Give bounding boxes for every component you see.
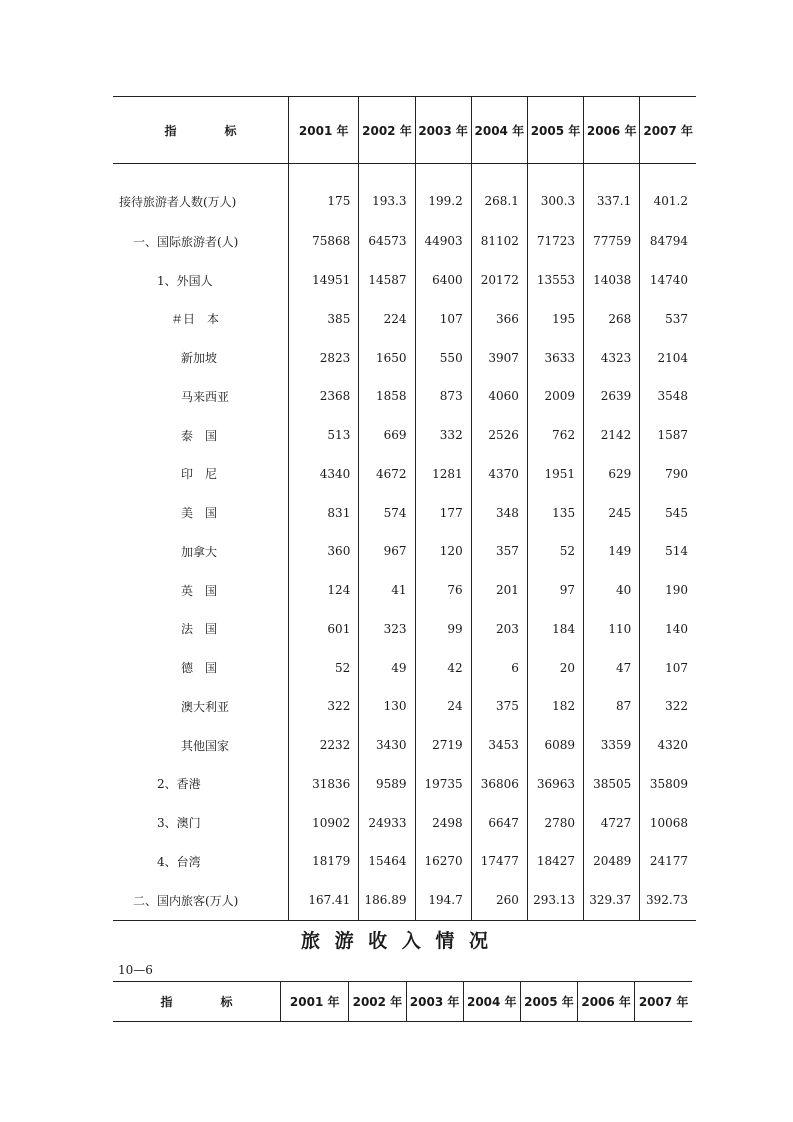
cell-value: 64573	[359, 222, 415, 261]
table-code: 10—6	[118, 963, 153, 977]
cell-value: 175	[289, 164, 359, 223]
table-row	[113, 532, 696, 571]
cell-value: 332	[415, 416, 471, 455]
cell-value: 99	[415, 610, 471, 649]
cell-value: 120	[415, 532, 471, 571]
cell-value: 87	[584, 687, 640, 726]
cell-value: 97	[527, 571, 583, 610]
tourist-reception-table	[113, 96, 696, 921]
cell-value: 130	[359, 687, 415, 726]
cell-value: 268	[584, 300, 640, 339]
cell-value: 36806	[471, 765, 527, 804]
cell-value: 194.7	[415, 881, 471, 920]
table-row	[113, 803, 696, 842]
cell-value: 2104	[640, 338, 696, 377]
cell-value: 201	[471, 571, 527, 610]
cell-value: 4370	[471, 455, 527, 494]
year-header: 2005 年	[520, 982, 577, 1022]
cell-value: 20172	[471, 261, 527, 300]
cell-value: 35809	[640, 765, 696, 804]
cell-value: 41	[359, 571, 415, 610]
table-header-row	[113, 982, 692, 1022]
cell-value: 629	[584, 455, 640, 494]
cell-value: 75868	[289, 222, 359, 261]
cell-value: 107	[415, 300, 471, 339]
cell-value: 40	[584, 571, 640, 610]
table-row	[113, 338, 696, 377]
cell-value: 322	[289, 687, 359, 726]
indicator-header: 指 标	[113, 97, 289, 164]
cell-value: 140	[640, 610, 696, 649]
cell-value: 10902	[289, 803, 359, 842]
row-label: 泰 国	[181, 428, 218, 443]
indicator-header: 指 标	[160, 995, 233, 1009]
cell-value: 3453	[471, 726, 527, 765]
cell-value: 873	[415, 377, 471, 416]
cell-value: 3430	[359, 726, 415, 765]
year-header: 2004 年	[471, 97, 527, 164]
row-label: 英 国	[181, 583, 218, 598]
row-label: 一、国际旅游者(人)	[133, 234, 239, 249]
table-row	[113, 455, 696, 494]
row-label: 3、澳门	[157, 816, 201, 831]
cell-value: 513	[289, 416, 359, 455]
cell-value: 245	[584, 493, 640, 532]
cell-value: 337.1	[584, 164, 640, 223]
cell-value: 322	[640, 687, 696, 726]
cell-value: 3548	[640, 377, 696, 416]
section-title: 旅 游 收 入 情 况	[300, 930, 493, 952]
cell-value: 19735	[415, 765, 471, 804]
cell-value: 545	[640, 493, 696, 532]
cell-value: 224	[359, 300, 415, 339]
row-label: 新加坡	[181, 351, 218, 366]
cell-value: 71723	[527, 222, 583, 261]
cell-value: 360	[289, 532, 359, 571]
cell-value: 2368	[289, 377, 359, 416]
cell-value: 268.1	[471, 164, 527, 223]
cell-value: 2009	[527, 377, 583, 416]
year-header: 2006 年	[584, 97, 640, 164]
cell-value: 669	[359, 416, 415, 455]
cell-value: 36963	[527, 765, 583, 804]
cell-value: 790	[640, 455, 696, 494]
cell-value: 4727	[584, 803, 640, 842]
cell-value: 18179	[289, 842, 359, 881]
cell-value: 13553	[527, 261, 583, 300]
table-row	[113, 765, 696, 804]
cell-value: 4060	[471, 377, 527, 416]
cell-value: 3907	[471, 338, 527, 377]
cell-value: 110	[584, 610, 640, 649]
cell-value: 14038	[584, 261, 640, 300]
cell-value: 16270	[415, 842, 471, 881]
cell-value: 375	[471, 687, 527, 726]
cell-value: 1858	[359, 377, 415, 416]
year-header: 2001 年	[289, 97, 359, 164]
cell-value: 10068	[640, 803, 696, 842]
cell-value: 44903	[415, 222, 471, 261]
cell-value: 177	[415, 493, 471, 532]
cell-value: 107	[640, 648, 696, 687]
row-label: 接待旅游者人数(万人)	[119, 194, 237, 209]
cell-value: 3359	[584, 726, 640, 765]
cell-value: 2232	[289, 726, 359, 765]
cell-value: 6647	[471, 803, 527, 842]
cell-value: 167.41	[289, 881, 359, 920]
cell-value: 193.3	[359, 164, 415, 223]
cell-value: 6400	[415, 261, 471, 300]
year-header: 2007 年	[635, 982, 692, 1022]
table-row	[113, 493, 696, 532]
cell-value: 182	[527, 687, 583, 726]
table-row	[113, 842, 696, 881]
cell-value: 260	[471, 881, 527, 920]
cell-value: 4672	[359, 455, 415, 494]
cell-value: 967	[359, 532, 415, 571]
row-label: 2、香港	[157, 777, 201, 792]
cell-value: 20489	[584, 842, 640, 881]
row-label: 马来西亚	[181, 389, 230, 404]
year-header: 2002 年	[359, 97, 415, 164]
cell-value: 4340	[289, 455, 359, 494]
year-header: 2003 年	[406, 982, 463, 1022]
cell-value: 293.13	[527, 881, 583, 920]
row-label: 二、国内旅客(万人)	[133, 893, 239, 908]
cell-value: 42	[415, 648, 471, 687]
cell-value: 3633	[527, 338, 583, 377]
cell-value: 4323	[584, 338, 640, 377]
year-header: 2004 年	[463, 982, 520, 1022]
cell-value: 2526	[471, 416, 527, 455]
cell-value: 2639	[584, 377, 640, 416]
table-row	[113, 687, 696, 726]
row-label: 印 尼	[181, 467, 218, 482]
cell-value: 2142	[584, 416, 640, 455]
cell-value: 186.89	[359, 881, 415, 920]
cell-value: 52	[527, 532, 583, 571]
cell-value: 14951	[289, 261, 359, 300]
cell-value: 1650	[359, 338, 415, 377]
table-row	[113, 571, 696, 610]
cell-value: 1281	[415, 455, 471, 494]
table-row	[113, 416, 696, 455]
cell-value: 385	[289, 300, 359, 339]
year-header: 2005 年	[527, 97, 583, 164]
cell-value: 1951	[527, 455, 583, 494]
cell-value: 2498	[415, 803, 471, 842]
row-label: ＃日 本	[171, 312, 220, 327]
row-label: 4、台湾	[157, 854, 201, 869]
cell-value: 2780	[527, 803, 583, 842]
row-label: 1、外国人	[157, 273, 213, 288]
cell-value: 77759	[584, 222, 640, 261]
cell-value: 550	[415, 338, 471, 377]
cell-value: 601	[289, 610, 359, 649]
year-header: 2003 年	[415, 97, 471, 164]
cell-value: 31836	[289, 765, 359, 804]
cell-value: 149	[584, 532, 640, 571]
cell-value: 4320	[640, 726, 696, 765]
cell-value: 135	[527, 493, 583, 532]
cell-value: 366	[471, 300, 527, 339]
cell-value: 6089	[527, 726, 583, 765]
cell-value: 537	[640, 300, 696, 339]
row-label: 美 国	[181, 506, 218, 521]
cell-value: 300.3	[527, 164, 583, 223]
cell-value: 47	[584, 648, 640, 687]
cell-value: 15464	[359, 842, 415, 881]
table-row	[113, 881, 696, 920]
cell-value: 18427	[527, 842, 583, 881]
cell-value: 762	[527, 416, 583, 455]
cell-value: 203	[471, 610, 527, 649]
table-header-row	[113, 97, 696, 164]
cell-value: 1587	[640, 416, 696, 455]
cell-value: 76	[415, 571, 471, 610]
table-row	[113, 726, 696, 765]
cell-value: 14740	[640, 261, 696, 300]
cell-value: 392.73	[640, 881, 696, 920]
cell-value: 357	[471, 532, 527, 571]
cell-value: 401.2	[640, 164, 696, 223]
row-label: 其他国家	[181, 738, 230, 753]
cell-value: 199.2	[415, 164, 471, 223]
row-label: 澳大利亚	[181, 699, 230, 714]
cell-value: 24177	[640, 842, 696, 881]
cell-value: 348	[471, 493, 527, 532]
cell-value: 329.37	[584, 881, 640, 920]
tourism-income-table	[113, 981, 692, 1022]
year-header: 2007 年	[640, 97, 696, 164]
cell-value: 20	[527, 648, 583, 687]
cell-value: 24	[415, 687, 471, 726]
cell-value: 2719	[415, 726, 471, 765]
table-row	[113, 164, 696, 223]
year-header: 2006 年	[578, 982, 635, 1022]
table-row	[113, 222, 696, 261]
cell-value: 574	[359, 493, 415, 532]
cell-value: 84794	[640, 222, 696, 261]
cell-value: 17477	[471, 842, 527, 881]
cell-value: 184	[527, 610, 583, 649]
row-label: 加拿大	[181, 544, 218, 559]
table-row	[113, 610, 696, 649]
row-label: 德 国	[181, 661, 218, 676]
cell-value: 195	[527, 300, 583, 339]
cell-value: 190	[640, 571, 696, 610]
cell-value: 52	[289, 648, 359, 687]
cell-value: 124	[289, 571, 359, 610]
cell-value: 38505	[584, 765, 640, 804]
cell-value: 6	[471, 648, 527, 687]
table-row	[113, 377, 696, 416]
row-label: 法 国	[181, 622, 218, 637]
year-header: 2001 年	[281, 982, 349, 1022]
cell-value: 323	[359, 610, 415, 649]
table-row	[113, 300, 696, 339]
cell-value: 24933	[359, 803, 415, 842]
cell-value: 14587	[359, 261, 415, 300]
cell-value: 81102	[471, 222, 527, 261]
cell-value: 514	[640, 532, 696, 571]
cell-value: 2823	[289, 338, 359, 377]
year-header: 2002 年	[349, 982, 406, 1022]
table-row	[113, 648, 696, 687]
cell-value: 831	[289, 493, 359, 532]
table-row	[113, 261, 696, 300]
cell-value: 9589	[359, 765, 415, 804]
cell-value: 49	[359, 648, 415, 687]
